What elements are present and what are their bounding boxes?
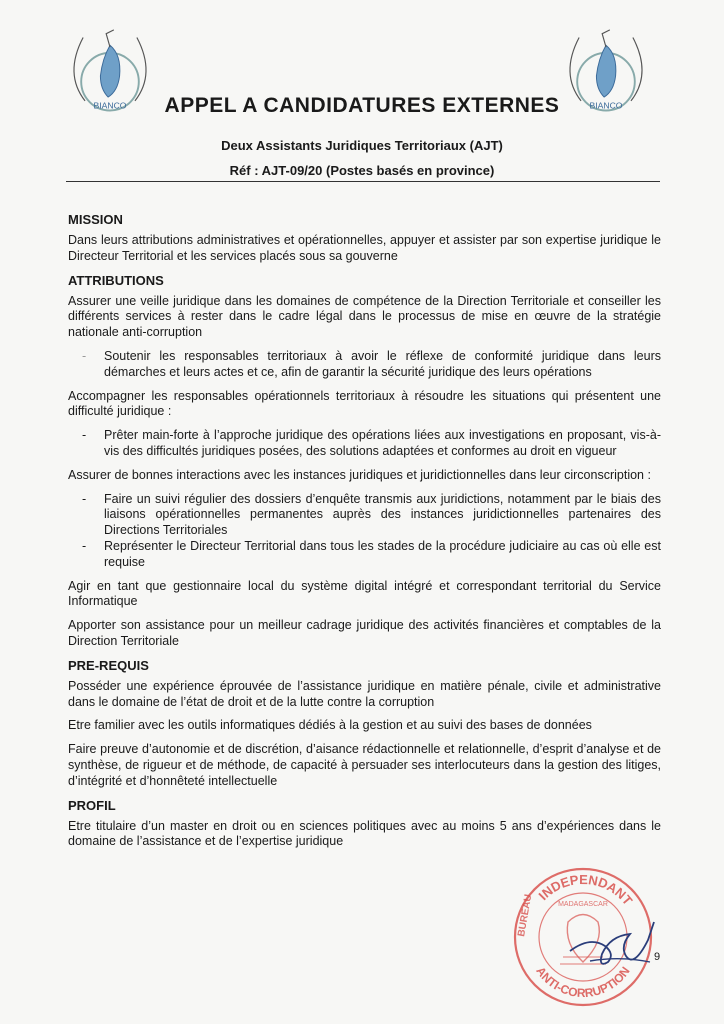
attributions-list	[68, 349, 661, 381]
mission-heading: MISSION	[68, 212, 123, 227]
svg-text:ANTI-CORRUPTION: ANTI-CORRUPTION	[533, 964, 633, 1001]
svg-text:INDEPENDANT: INDEPENDANT	[535, 871, 636, 909]
document-body	[68, 212, 661, 858]
list-item: - Représenter le Directeur Territorial dans tous les stades de la procédure judiciaire au cas où elle est requise	[68, 539, 661, 571]
prerequis-paragraph: Etre familier avec les outils informatiques dédiés à la gestion et au suivi des bases de données	[68, 718, 592, 733]
header-divider	[66, 181, 660, 182]
attributions-paragraph: Apporter son assistance pour un meilleur cadrage juridique des activités financières et comptables de la Direction Territoriale	[68, 618, 661, 648]
page-number: 9	[654, 951, 661, 963]
prerequis-heading: PRE-REQUIS	[68, 657, 149, 673]
attributions-paragraph: Agir en tant que gestionnaire local du système digital intégré et correspondant territorial du Service Informatique	[68, 578, 661, 609]
job-subtitle: Deux Assistants Juridiques Territoriaux (AJT)	[221, 138, 503, 153]
attributions-paragraph: Assurer de bonnes interactions avec les instances juridiques et juridictionnelles dans leur circonscription :	[68, 467, 651, 482]
list-item: - Soutenir les responsables territoriaux à avoir le réflexe de conformité juridique dans leurs démarches et leurs actes et ce, afin de garantir la sécurité juridique des leurs opérations	[68, 349, 661, 381]
list-item: - Faire un suivi régulier des dossiers d’enquête transmis aux juridictions, notamment par le biais des liaisons opérationnelles permanentes auprès des instances juridictionnelles partenaires des Directions Territoriales	[68, 492, 661, 539]
mission-text: Dans leurs attributions administratives et opérationnelles, appuyer et assister par son expertise juridique le Directeur Territorial et les services placés sous sa gouverne	[68, 233, 661, 263]
prerequis-paragraph: Faire preuve d’autonomie et de discrétion, d’aisance rédactionnelle et relationnelle, d’esprit d’analyse et de synthèse, de rigueur et de méthode, de capacité à persuader ses interlocuteurs dans la gestion des litiges, d’intégrité et d’honnêteté intellectuelle	[68, 742, 661, 788]
svg-text:BIANCO: BIANCO	[93, 100, 127, 111]
profil-heading: PROFIL	[68, 797, 116, 813]
list-item: - Prêter main-forte à l’approche juridique des opérations liées aux investigations en proposant, vis-à-vis des difficultés juridiques posées, des solutions adaptées et conformes au droit en vigueur	[68, 428, 661, 460]
profil-paragraph: Etre titulaire d’un master en droit ou en sciences politiques avec au moins 5 ans d’expériences dans le domaine de l’assistance et de l’expertise juridique	[68, 818, 661, 849]
attributions-paragraph: Accompagner les responsables opérationnels territoriaux à résoudre les situations qui présentent une difficulté juridique :	[68, 388, 661, 419]
svg-text:BIANCO: BIANCO	[589, 100, 623, 111]
job-reference: Réf : AJT-09/20 (Postes basés en province)	[229, 163, 495, 178]
attributions-heading: ATTRIBUTIONS	[68, 272, 164, 288]
svg-text:BUREAU: BUREAU	[516, 893, 535, 938]
attributions-paragraph: Assurer une veille juridique dans les domaines de compétence de la Direction Territoriale et conseiller les différents services à rester dans le cadre légal dans le processus de mise en œuvre de la stratégie nationale anti-corruption	[68, 293, 661, 340]
prerequis-paragraph: Posséder une expérience éprouvée de l’assistance juridique en matière pénale, civile et administrative dans le domaine de l’état de droit et de la lutte contre la corruption	[68, 678, 661, 709]
svg-text:MADAGASCAR: MADAGASCAR	[558, 901, 608, 908]
page-title: APPEL A CANDIDATURES EXTERNES	[164, 94, 560, 117]
handwritten-signature	[560, 916, 660, 976]
attributions-list	[68, 428, 661, 460]
attributions-list	[68, 492, 661, 571]
